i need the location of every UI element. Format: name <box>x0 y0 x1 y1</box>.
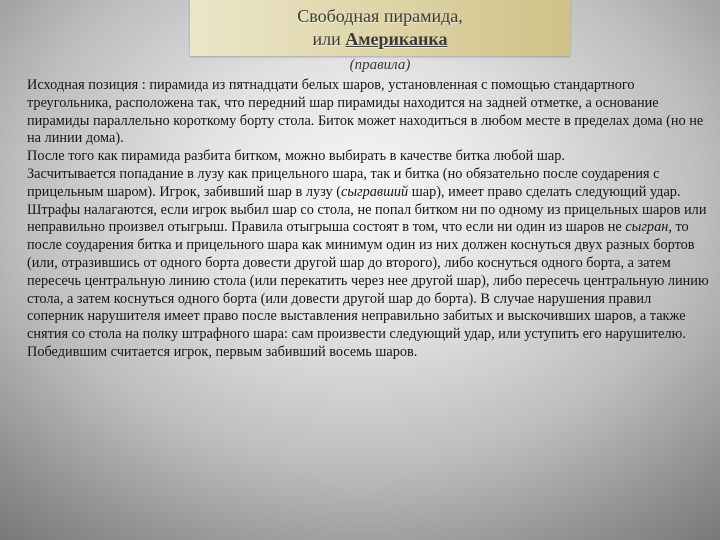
title-link-americanka[interactable]: Американка <box>345 29 448 49</box>
paragraph-initial-position: Исходная позиция : пирамида из пятнадцати белых шаров, установленная с помощью стандартного треугольника, расположена так, что передний шар пирамиды находится на задней отметке, а основание пирамиды параллельно короткому борту стола. Биток может находиться в любом месте в пределах дома (но не на линии дома). <box>27 77 704 147</box>
term-played-ball: сыгравший <box>340 183 409 200</box>
paragraph-break-shot: После того как пирамида разбита битком, можно выбирать в качестве битка любой шар. <box>27 148 565 165</box>
paragraph-penalties-part-a: Штрафы налагаются, если игрок выбил шар со стола, не попал битком ни по одному из прицельных шаров или неправильно произвел отыгрыш. Правила отыгрыша состоят в том, что если ни один из шаров не <box>27 201 707 236</box>
title-line-1: Свободная пирамида, <box>297 6 463 26</box>
paragraph-penalties <box>27 202 710 362</box>
title-line-2 <box>190 29 570 49</box>
rules-text <box>27 77 710 362</box>
paragraph-scoring-part-b: шар), имеет право сделать следующий удар. <box>408 183 681 200</box>
title-banner <box>190 0 570 56</box>
paragraph-penalties-part-b: , то после соударения битка и прицельного шара как минимум один из них должен коснуться двух разных бортов (или, отразившись от одного борта довести другой шар до второго), либо коснуться одного борта, а затем пересечь центральную линию стола (или перекатить через нее другой шар), либо пересечь центральную линию стола, а затем коснуться одного борта (или довести другой шар до борта). В случае нарушения правил соперник нарушителя имеет право после выставления неправильно забитых и выскочивших шаров, а также снятия со стола на полку штрафного шара: сам произвести следующий удар, или уступить его нарушителю. Победившим считается игрок, первым забивший восемь шаров. <box>27 219 709 360</box>
term-played: сыгран <box>625 219 669 236</box>
paragraph-scoring <box>27 166 710 202</box>
title-prefix: или <box>312 29 346 49</box>
paragraph-scoring-part-a: Засчитывается попадание в лузу как прицельного шара, так и битка (но обязательно после соударения с прицельным шаром). Игрок, забивший шар в лузу ( <box>27 165 660 200</box>
subtitle: (правила) <box>349 57 411 73</box>
